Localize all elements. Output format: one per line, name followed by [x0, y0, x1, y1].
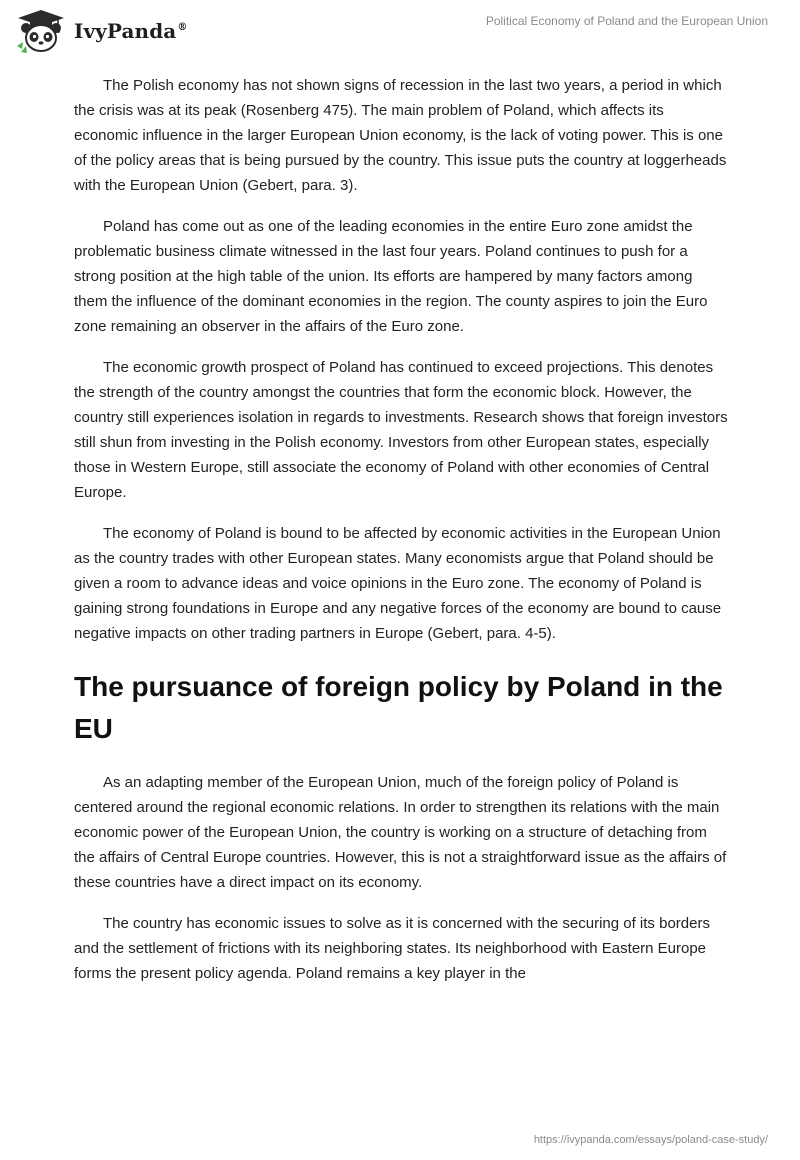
page-header — [0, 0, 800, 62]
paragraph: The economy of Poland is bound to be affected by economic activities in the European Union as the country trades with other European states. Many economists argue that Poland should be given a room to advance ideas and voice opinions in the Euro zone. The economy of Poland is gaining strong foundations in Europe and any negative forces of the economy are bound to cause negative impacts on other trading partners in Europe (Gebert, para. 4-5). — [74, 525, 722, 642]
document-title: Political Economy of Poland and the European Union — [485, 14, 768, 28]
paragraph: The Polish economy has not shown signs of recession in the last two years, a period in which the crisis was at its peak (Rosenberg 475). The main problem of Poland, which affects its economic influence in the larger European Union economy, is the lack of voting power. This is one of the policy areas that is being pursued by the country. This issue puts the country at loggerheads with the European Union (Gebert, para. 3). — [74, 77, 727, 194]
paragraph: Poland has come out as one of the leading economies in the entire Euro zone amidst the problematic business climate witnessed in the last four years. Poland continues to push for a strong position at the high table of the union. Its efforts are hampered by many factors among them the influence of the dominant economies in the region. The county aspires to join the Euro zone remaining an observer in the affairs of the Euro zone. — [74, 218, 708, 335]
brand-name: IvyPanda® — [74, 19, 188, 43]
paragraph: As an adapting member of the European Union, much of the foreign policy of Poland is centered around the regional economic relations. In order to strengthen its relations with the main economic power of the European Union, the country is working on a structure of detaching from the affairs of Central Europe countries. However, this is not a straightforward issue as the affairs of these countries have a direct impact on its economy. — [74, 774, 727, 891]
paragraph: The economic growth prospect of Poland has continued to exceed projections. This denotes the strength of the country amongst the countries that form the economic block. However, the country still experiences isolation in regards to investments. Research shows that foreign investors still shun from investing in the Polish economy. Investors from other European states, especially those in Western Europe, still associate the economy of Poland with other economies of Central Europe. — [74, 359, 728, 501]
panda-graduation-cap-icon — [14, 8, 68, 54]
essay-body — [74, 73, 728, 1002]
brand-logo[interactable] — [14, 8, 187, 54]
registered-mark: ® — [177, 22, 188, 34]
section-heading: The pursuance of foreign policy by Poland in the EU — [74, 671, 723, 744]
source-url[interactable]: https://ivypanda.com/essays/poland-case-study/ — [533, 1134, 768, 1146]
paragraph: The country has economic issues to solve as it is concerned with the securing of its borders and the settlement of frictions with its neighboring states. Its neighborhood with Eastern Europe forms the present policy agenda. Poland remains a key player in the — [74, 915, 710, 982]
